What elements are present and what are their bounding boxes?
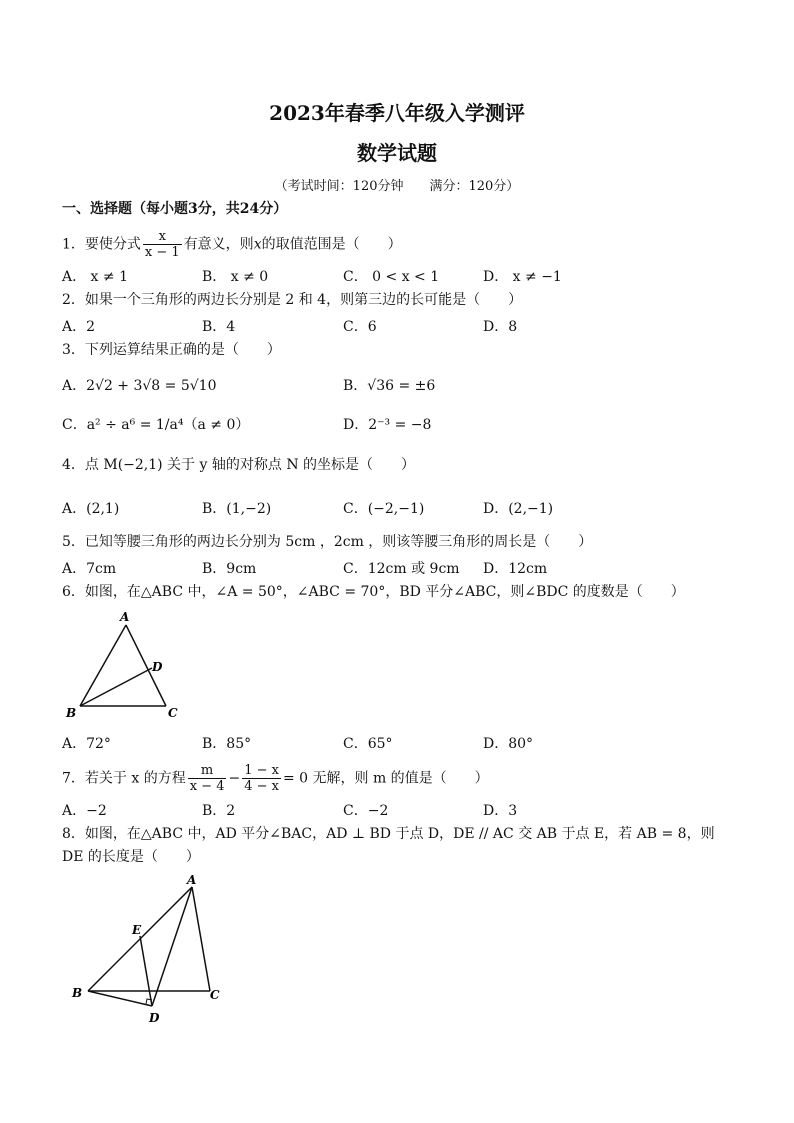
q6-option-a[interactable]: A．72°: [62, 736, 111, 752]
q5-option-a[interactable]: A．7cm: [62, 561, 117, 577]
question-1-stem: 1．要使分式 $\frac{x}{x - 1}$ 有意义，则x的取值范围是（ ）: [62, 229, 402, 260]
fraction: $\frac{1 - x}{4 - x}$: [244, 763, 279, 794]
section-title: 一、选择题（每小题3分，共24分）: [62, 201, 288, 217]
exam-info: （考试时间：120分钟 满分：120分）: [274, 179, 520, 194]
q6-option-b[interactable]: B．85°: [202, 736, 252, 752]
q5-option-c[interactable]: C．12cm 或 9cm: [343, 561, 460, 577]
q7-option-b[interactable]: B．2: [202, 803, 236, 819]
fig8-label-a: A: [187, 873, 197, 887]
q3-option-c[interactable]: C．a² ÷ a⁶ = 1/a⁴（a ≠ 0）: [62, 417, 250, 433]
q1-option-a[interactable]: A． x ≠ 1: [62, 269, 128, 285]
question-8-stem-line1: 8．如图，在△ABC 中，AD 平分∠BAC，AD ⊥ BD 于点 D，DE // AC 交 AB 于点 E，若 AB = 8，则: [62, 826, 715, 842]
fig8-label-e: E: [132, 923, 142, 937]
question-7-stem: 7．若关于 x 的方程 $\frac{m}{x - 4}$ − $\frac{1 - x}{4 - x}$ = 0 无解，则 m 的值是（ ）: [62, 763, 489, 794]
question-3-stem: 3．下列运算结果正确的是（ ）: [62, 342, 281, 358]
q7-option-d[interactable]: D．3: [483, 803, 518, 819]
q1-option-c[interactable]: C． 0 < x < 1: [343, 269, 440, 285]
q4-option-d[interactable]: D．(2,−1): [483, 501, 554, 517]
question-4-stem: 4．点 M(−2,1) 关于 y 轴的对称点 N 的坐标是（ ）: [62, 457, 416, 473]
q3-option-b[interactable]: B．√36 = ±6: [343, 378, 436, 394]
q4-option-a[interactable]: A．(2,1): [62, 501, 120, 517]
question-6-stem: 6．如图，在△ABC 中，∠A = 50°，∠ABC = 70°，BD 平分∠ABC，则∠BDC 的度数是（ ）: [62, 584, 685, 600]
q2-option-c[interactable]: C．6: [343, 319, 377, 335]
fig6-label-d: D: [152, 660, 163, 674]
figure-8-triangle: [62, 872, 232, 1027]
fraction: $\frac{x}{x - 1}$: [144, 229, 180, 260]
q4-option-b[interactable]: B．(1,−2): [202, 501, 272, 517]
q5-option-b[interactable]: B．9cm: [202, 561, 257, 577]
question-5-stem: 5．已知等腰三角形的两边长分别为 5cm ，2cm ，则该等腰三角形的周长是（ ）: [62, 534, 593, 550]
q5-option-d[interactable]: D．12cm: [483, 561, 548, 577]
fig6-label-a: A: [120, 610, 130, 624]
fig6-label-b: B: [66, 706, 77, 720]
q2-option-a[interactable]: A．2: [62, 319, 96, 335]
q2-option-d[interactable]: D．8: [483, 319, 518, 335]
q7-option-c[interactable]: C．−2: [343, 803, 389, 819]
subject-title: 数学试题: [357, 141, 437, 165]
fraction: $\frac{m}{x - 4}$: [189, 763, 225, 794]
q3-option-a[interactable]: A．2√2 + 3√8 = 5√10: [62, 378, 217, 394]
question-8-stem-line2: DE 的长度是（ ）: [62, 849, 200, 865]
fig6-label-c: C: [168, 706, 178, 720]
q1-option-d[interactable]: D． x ≠ −1: [483, 269, 562, 285]
figure-6-triangle: [62, 605, 192, 725]
q7-option-a[interactable]: A．−2: [62, 803, 107, 819]
q1-option-b[interactable]: B． x ≠ 0: [202, 269, 269, 285]
fig8-label-d: D: [149, 1011, 160, 1025]
q6-option-d[interactable]: D．80°: [483, 736, 534, 752]
question-2-stem: 2．如果一个三角形的两边长分别是 2 和 4，则第三边的长可能是（ ）: [62, 292, 523, 308]
page-title: 2023年春季八年级入学测评: [269, 101, 525, 125]
fig8-label-b: B: [72, 986, 83, 1000]
q3-option-d[interactable]: D．2⁻³ = −8: [343, 417, 432, 433]
q4-option-c[interactable]: C．(−2,−1): [343, 501, 425, 517]
fig8-label-c: C: [210, 988, 220, 1002]
q6-option-c[interactable]: C．65°: [343, 736, 393, 752]
q2-option-b[interactable]: B．4: [202, 319, 236, 335]
